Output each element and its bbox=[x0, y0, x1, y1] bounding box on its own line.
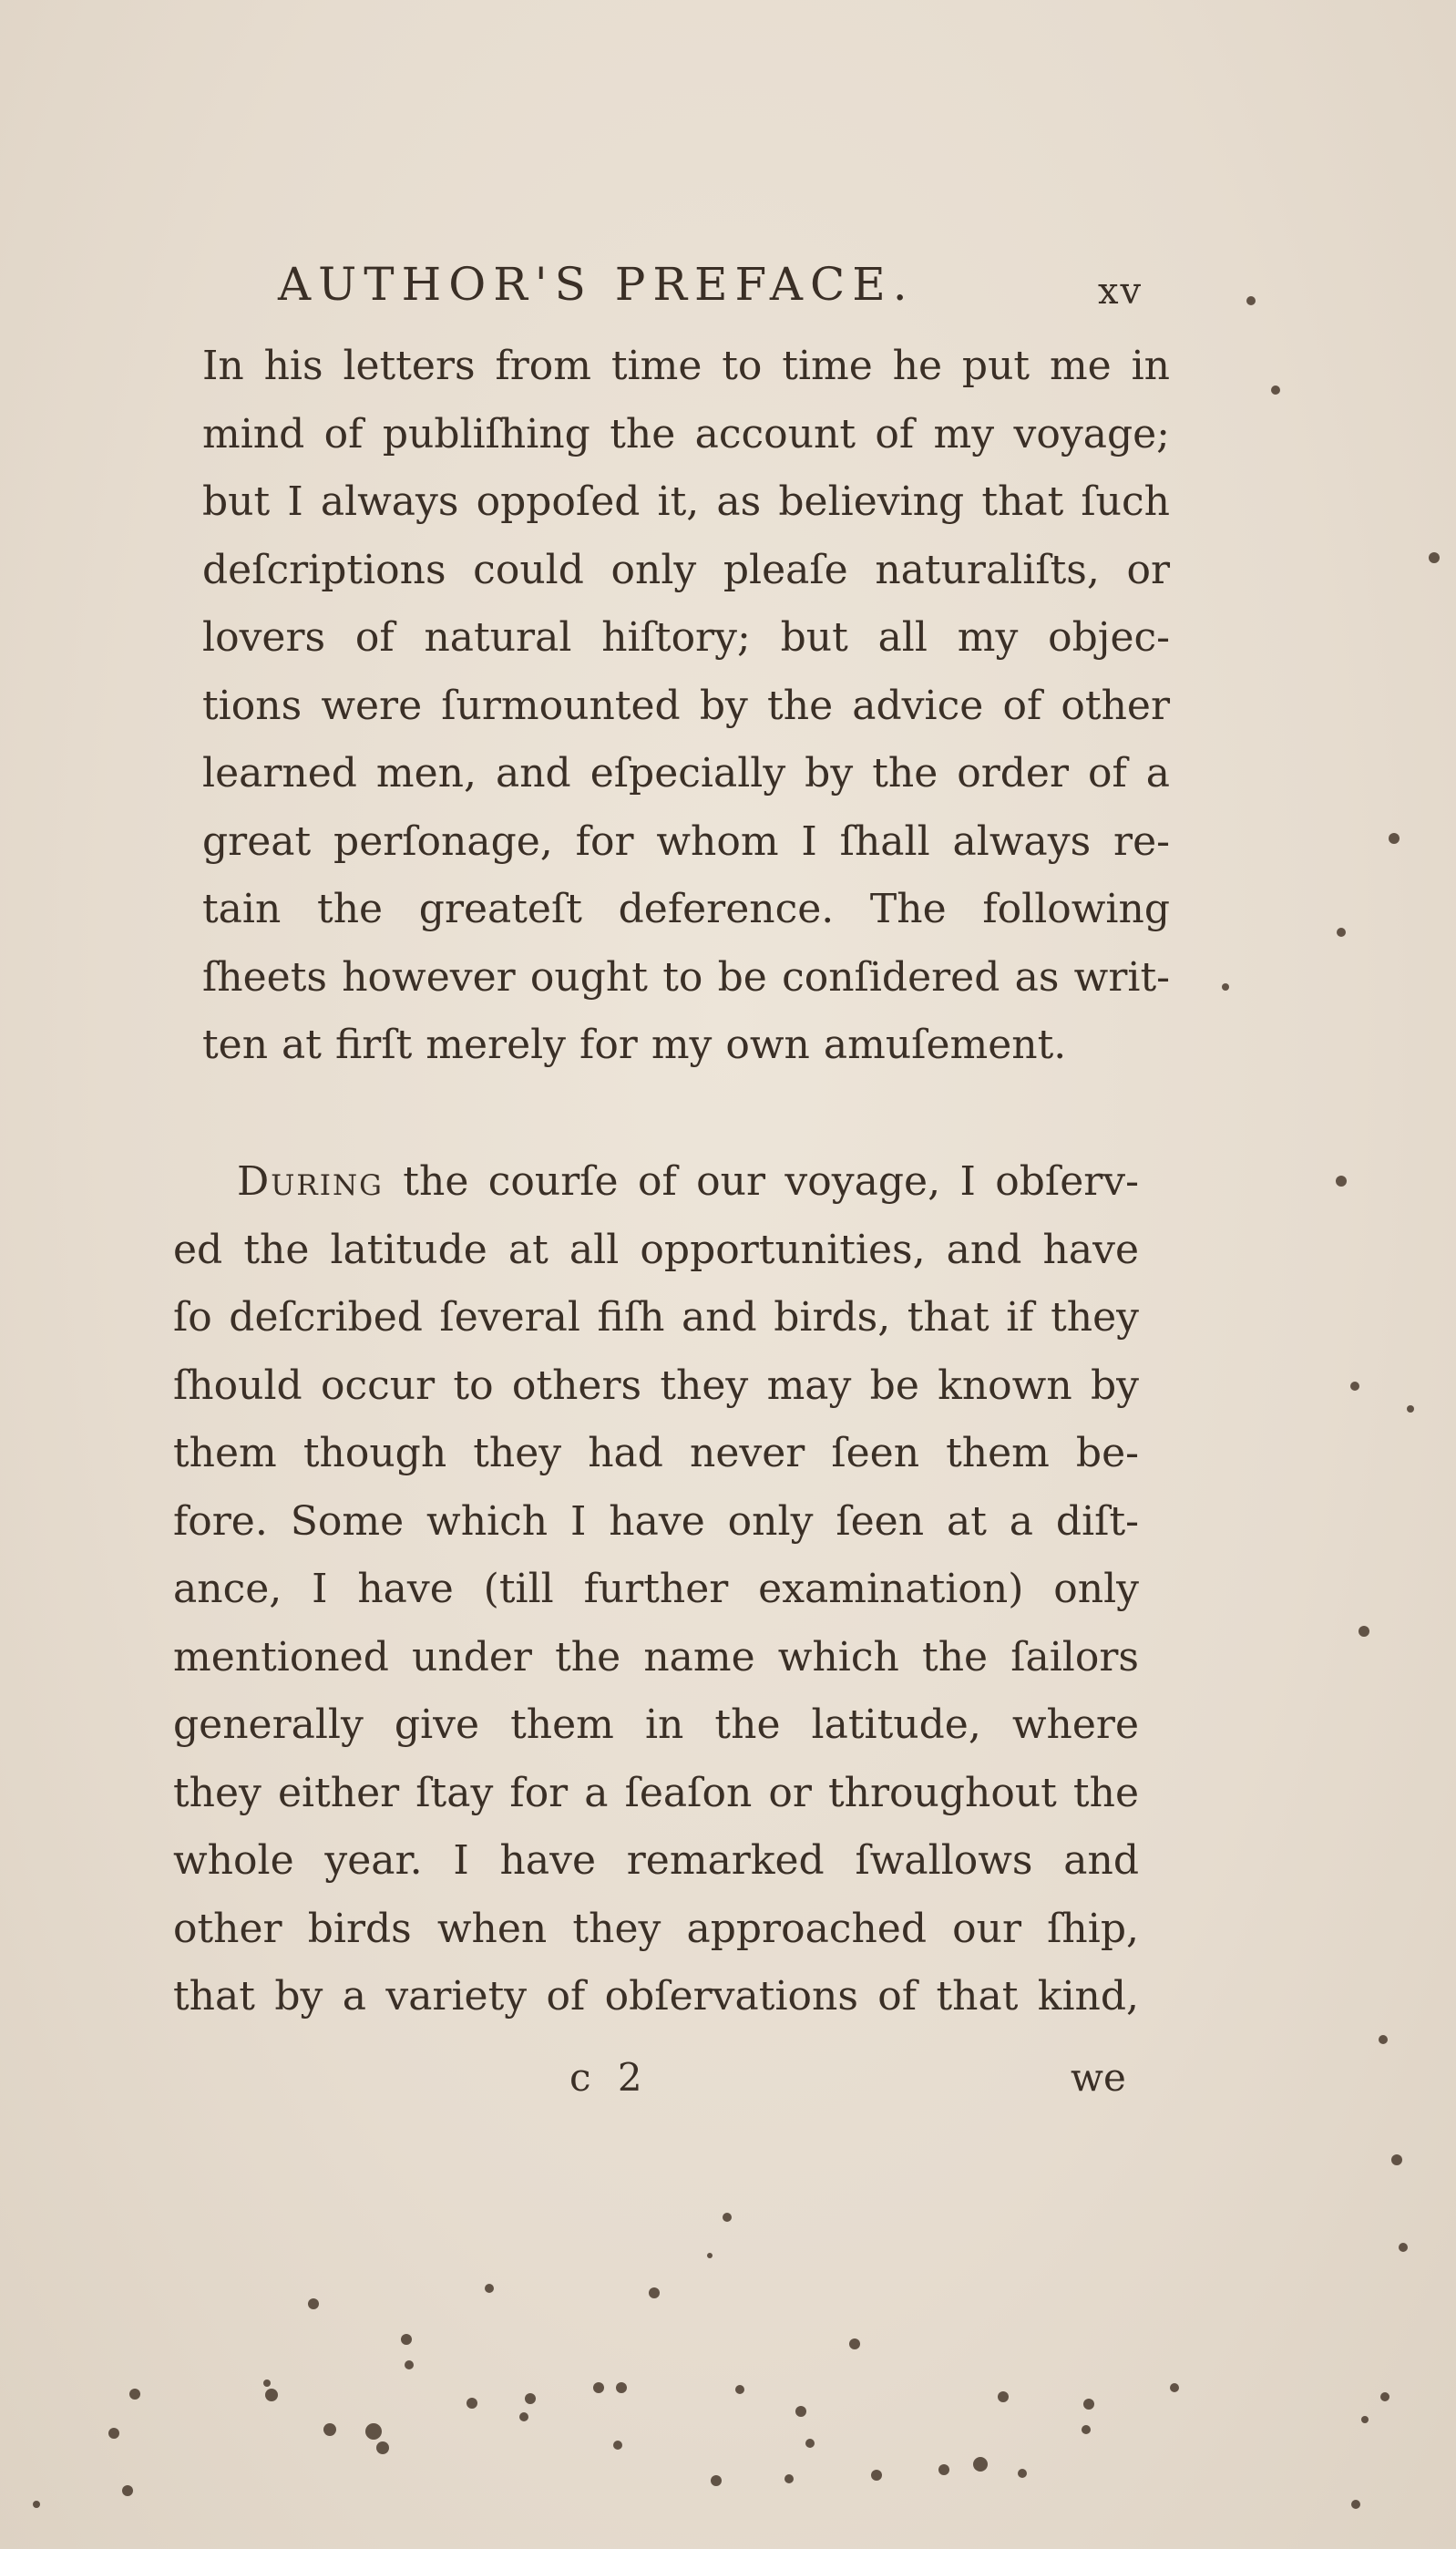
text-line: other birds when they approached our ſhip, bbox=[173, 1905, 1139, 1952]
text-line: ance, I have (till further examination) only bbox=[173, 1566, 1139, 1612]
text-line: them though they had never ſeen them be- bbox=[173, 1430, 1139, 1476]
first-line-rest: the courſe of our voyage, I obſerv- bbox=[383, 1158, 1139, 1205]
paragraph-1 bbox=[202, 333, 1170, 1080]
paragraph-2 bbox=[173, 1148, 1139, 2031]
text-line: lovers of natural hiſtory; but all my objec- bbox=[202, 614, 1170, 661]
text-line: generally give them in the latitude, where bbox=[173, 1701, 1139, 1748]
running-title: AUTHOR'S PREFACE. bbox=[278, 258, 915, 311]
text-line: tions were ſurmounted by the advice of other bbox=[202, 682, 1170, 729]
running-head bbox=[278, 248, 1189, 321]
text-line: ſo deſcribed ſeveral fiſh and birds, that if they bbox=[173, 1294, 1139, 1341]
text-line: whole year. I have remarked ſwallows and bbox=[173, 1837, 1139, 1884]
text-line: fore. Some which I have only ſeen at a diſt- bbox=[173, 1497, 1139, 1545]
page-number: xv bbox=[1098, 271, 1143, 313]
text-line: ed the latitude at all opportunities, and have bbox=[173, 1226, 1139, 1273]
page-footer bbox=[556, 2041, 1148, 2114]
text-line: mind of publiſhing the account of my voyage; bbox=[202, 410, 1170, 457]
drop-word: During bbox=[237, 1158, 384, 1205]
text-line: ſheets however ought to be conſidered as writ- bbox=[202, 953, 1170, 1001]
text-line: but I always oppoſed it, as believing that ſuch bbox=[202, 478, 1170, 525]
text-line: they either ſtay for a ſeaſon or throughout the bbox=[173, 1769, 1139, 1816]
text-line-first bbox=[173, 1148, 1139, 1217]
text-line: mentioned under the name which the ſailors bbox=[173, 1633, 1139, 1680]
text-line: that by a variety of obſervations of that kind, bbox=[173, 1973, 1139, 2020]
signature-mark: c 2 bbox=[569, 2055, 650, 2100]
text-line: learned men, and eſpecially by the order of a bbox=[202, 750, 1170, 797]
text-line: great perſonage, for whom I ſhall always re- bbox=[202, 817, 1170, 865]
text-line: ten at firſt merely for my own amuſement. bbox=[202, 1022, 1067, 1068]
text-line: ſhould occur to others they may be known by bbox=[173, 1362, 1139, 1409]
catchword: we bbox=[1071, 2055, 1126, 2100]
text-line: deſcriptions could only pleaſe naturaliſts, or bbox=[202, 546, 1170, 593]
text-line: tain the greateſt deference. The following bbox=[202, 886, 1170, 932]
text-line: In his letters from time to time he put me in bbox=[202, 343, 1170, 389]
